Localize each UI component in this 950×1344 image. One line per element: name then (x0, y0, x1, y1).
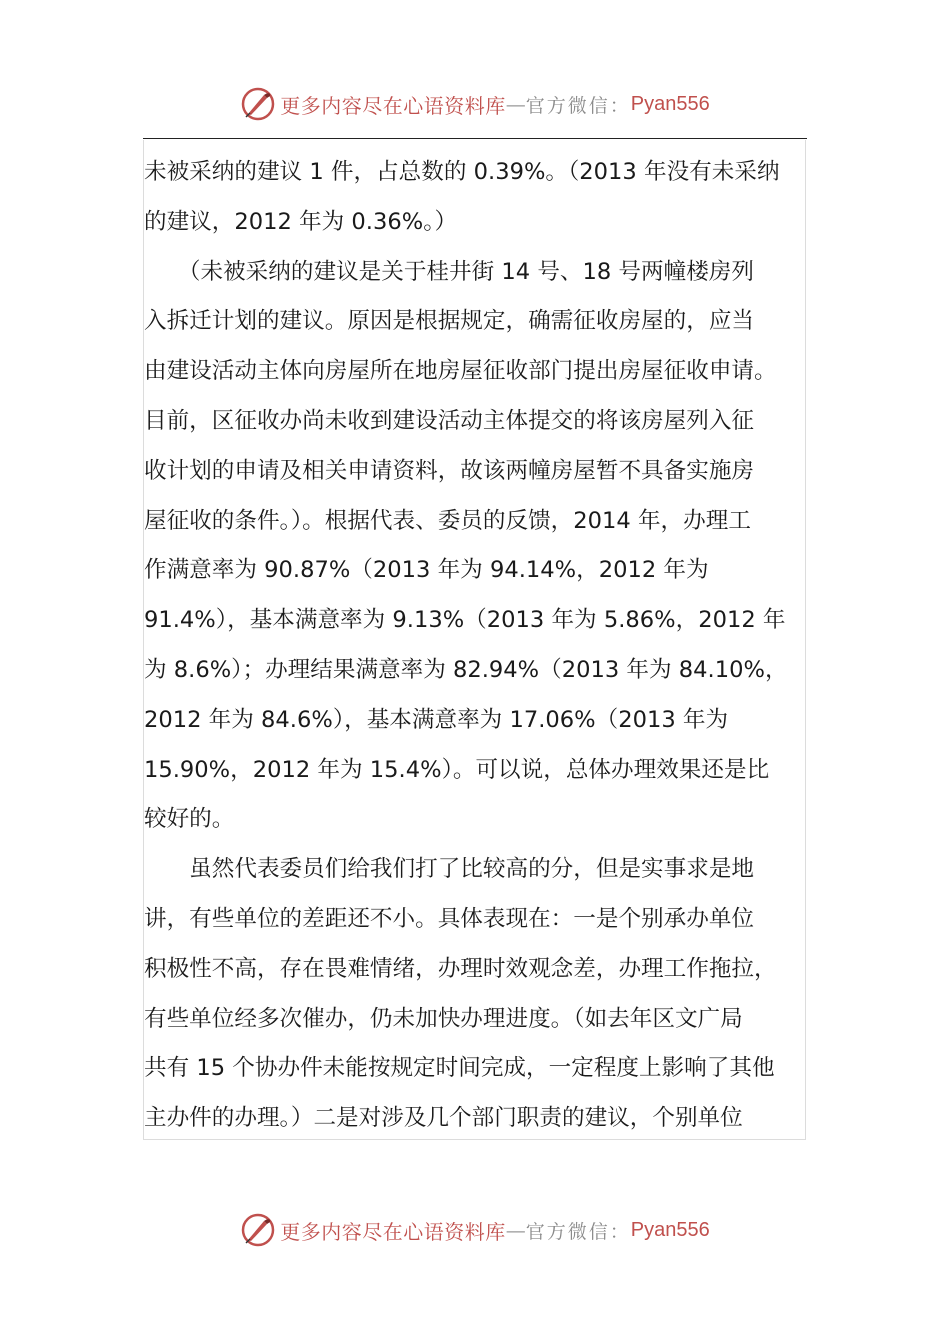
text-line: 2012 年为 84.6%），基本满意率为 17.06%（2013 年为 (144, 706, 729, 733)
text-line: 目前，区征收办尚未收到建设活动主体提交的将该房屋列入征 (144, 407, 755, 434)
page-header (0, 84, 950, 124)
text-line: 收计划的申请及相关申请资料，故该两幢房屋暂不具备实施房 (144, 457, 755, 484)
text-line: 未被采纳的建议 1 件，占总数的 0.39%。（2013 年没有未采纳 (144, 159, 780, 185)
footer-brand: 更多内容尽在心语资料库 (280, 1219, 506, 1244)
text-line: 共有 15 个协办件未能按规定时间完成，一定程度上影响了其他 (144, 1055, 775, 1082)
header-dash: — (505, 92, 526, 116)
page-footer (0, 1210, 950, 1250)
text-line: 由建设活动主体向房屋所在地房屋征收部门提出房屋征收申请。 (144, 358, 777, 385)
text-line: 较好的。 (144, 806, 235, 833)
footer-official-label: 官方微信： (525, 1220, 631, 1243)
text-line: 入拆迁计划的建议。原因是根据规定，确需征收房屋的，应当 (144, 308, 755, 335)
text-line: 积极性不高，存在畏难情绪，办理时效观念差，办理工作拖拉， (144, 955, 777, 982)
header-brand: 更多内容尽在心语资料库 (280, 93, 506, 118)
text-line: 讲，有些单位的差距还不小。具体表现在：一是个别承办单位 (144, 905, 755, 932)
text-line: 15.90%，2012 年为 15.4%）。可以说，总体办理效果还是比 (144, 756, 770, 783)
text-line: 有些单位经多次催办，仍未加快办理进度。（如去年区文广局 (144, 1005, 743, 1032)
header-wechat-id: Pyan556 (630, 92, 710, 115)
header-rule (143, 138, 807, 139)
text-line: 为 8.6%）；办理结果满意率为 82.94%（2013 年为 84.10%， (144, 656, 788, 683)
quill-logo-icon (240, 1212, 276, 1248)
document-body (144, 148, 808, 1144)
text-line: （未被采纳的建议是关于桂井街 14 号、18 号两幢楼房列 (144, 258, 754, 285)
footer-dash: — (505, 1218, 526, 1242)
text-line: 的建议，2012 年为 0.36%。） (144, 208, 458, 235)
text-line: 虽然代表委员们给我们打了比较高的分，但是实事求是地 (144, 856, 755, 883)
text-line: 主办件的办理。）二是对涉及几个部门职责的建议，个别单位 (144, 1105, 743, 1132)
footer-wechat-id: Pyan556 (630, 1218, 710, 1241)
text-line: 91.4%），基本满意率为 9.13%（2013 年为 5.86%，2012 年 (144, 607, 786, 634)
header-official-label: 官方微信： (525, 94, 631, 117)
text-line: 作满意率为 90.87%（2013 年为 94.14%，2012 年为 (144, 557, 709, 584)
text-line: 屋征收的条件。）。根据代表、委员的反馈，2014 年，办理工 (144, 507, 751, 534)
quill-logo-icon (240, 86, 276, 122)
